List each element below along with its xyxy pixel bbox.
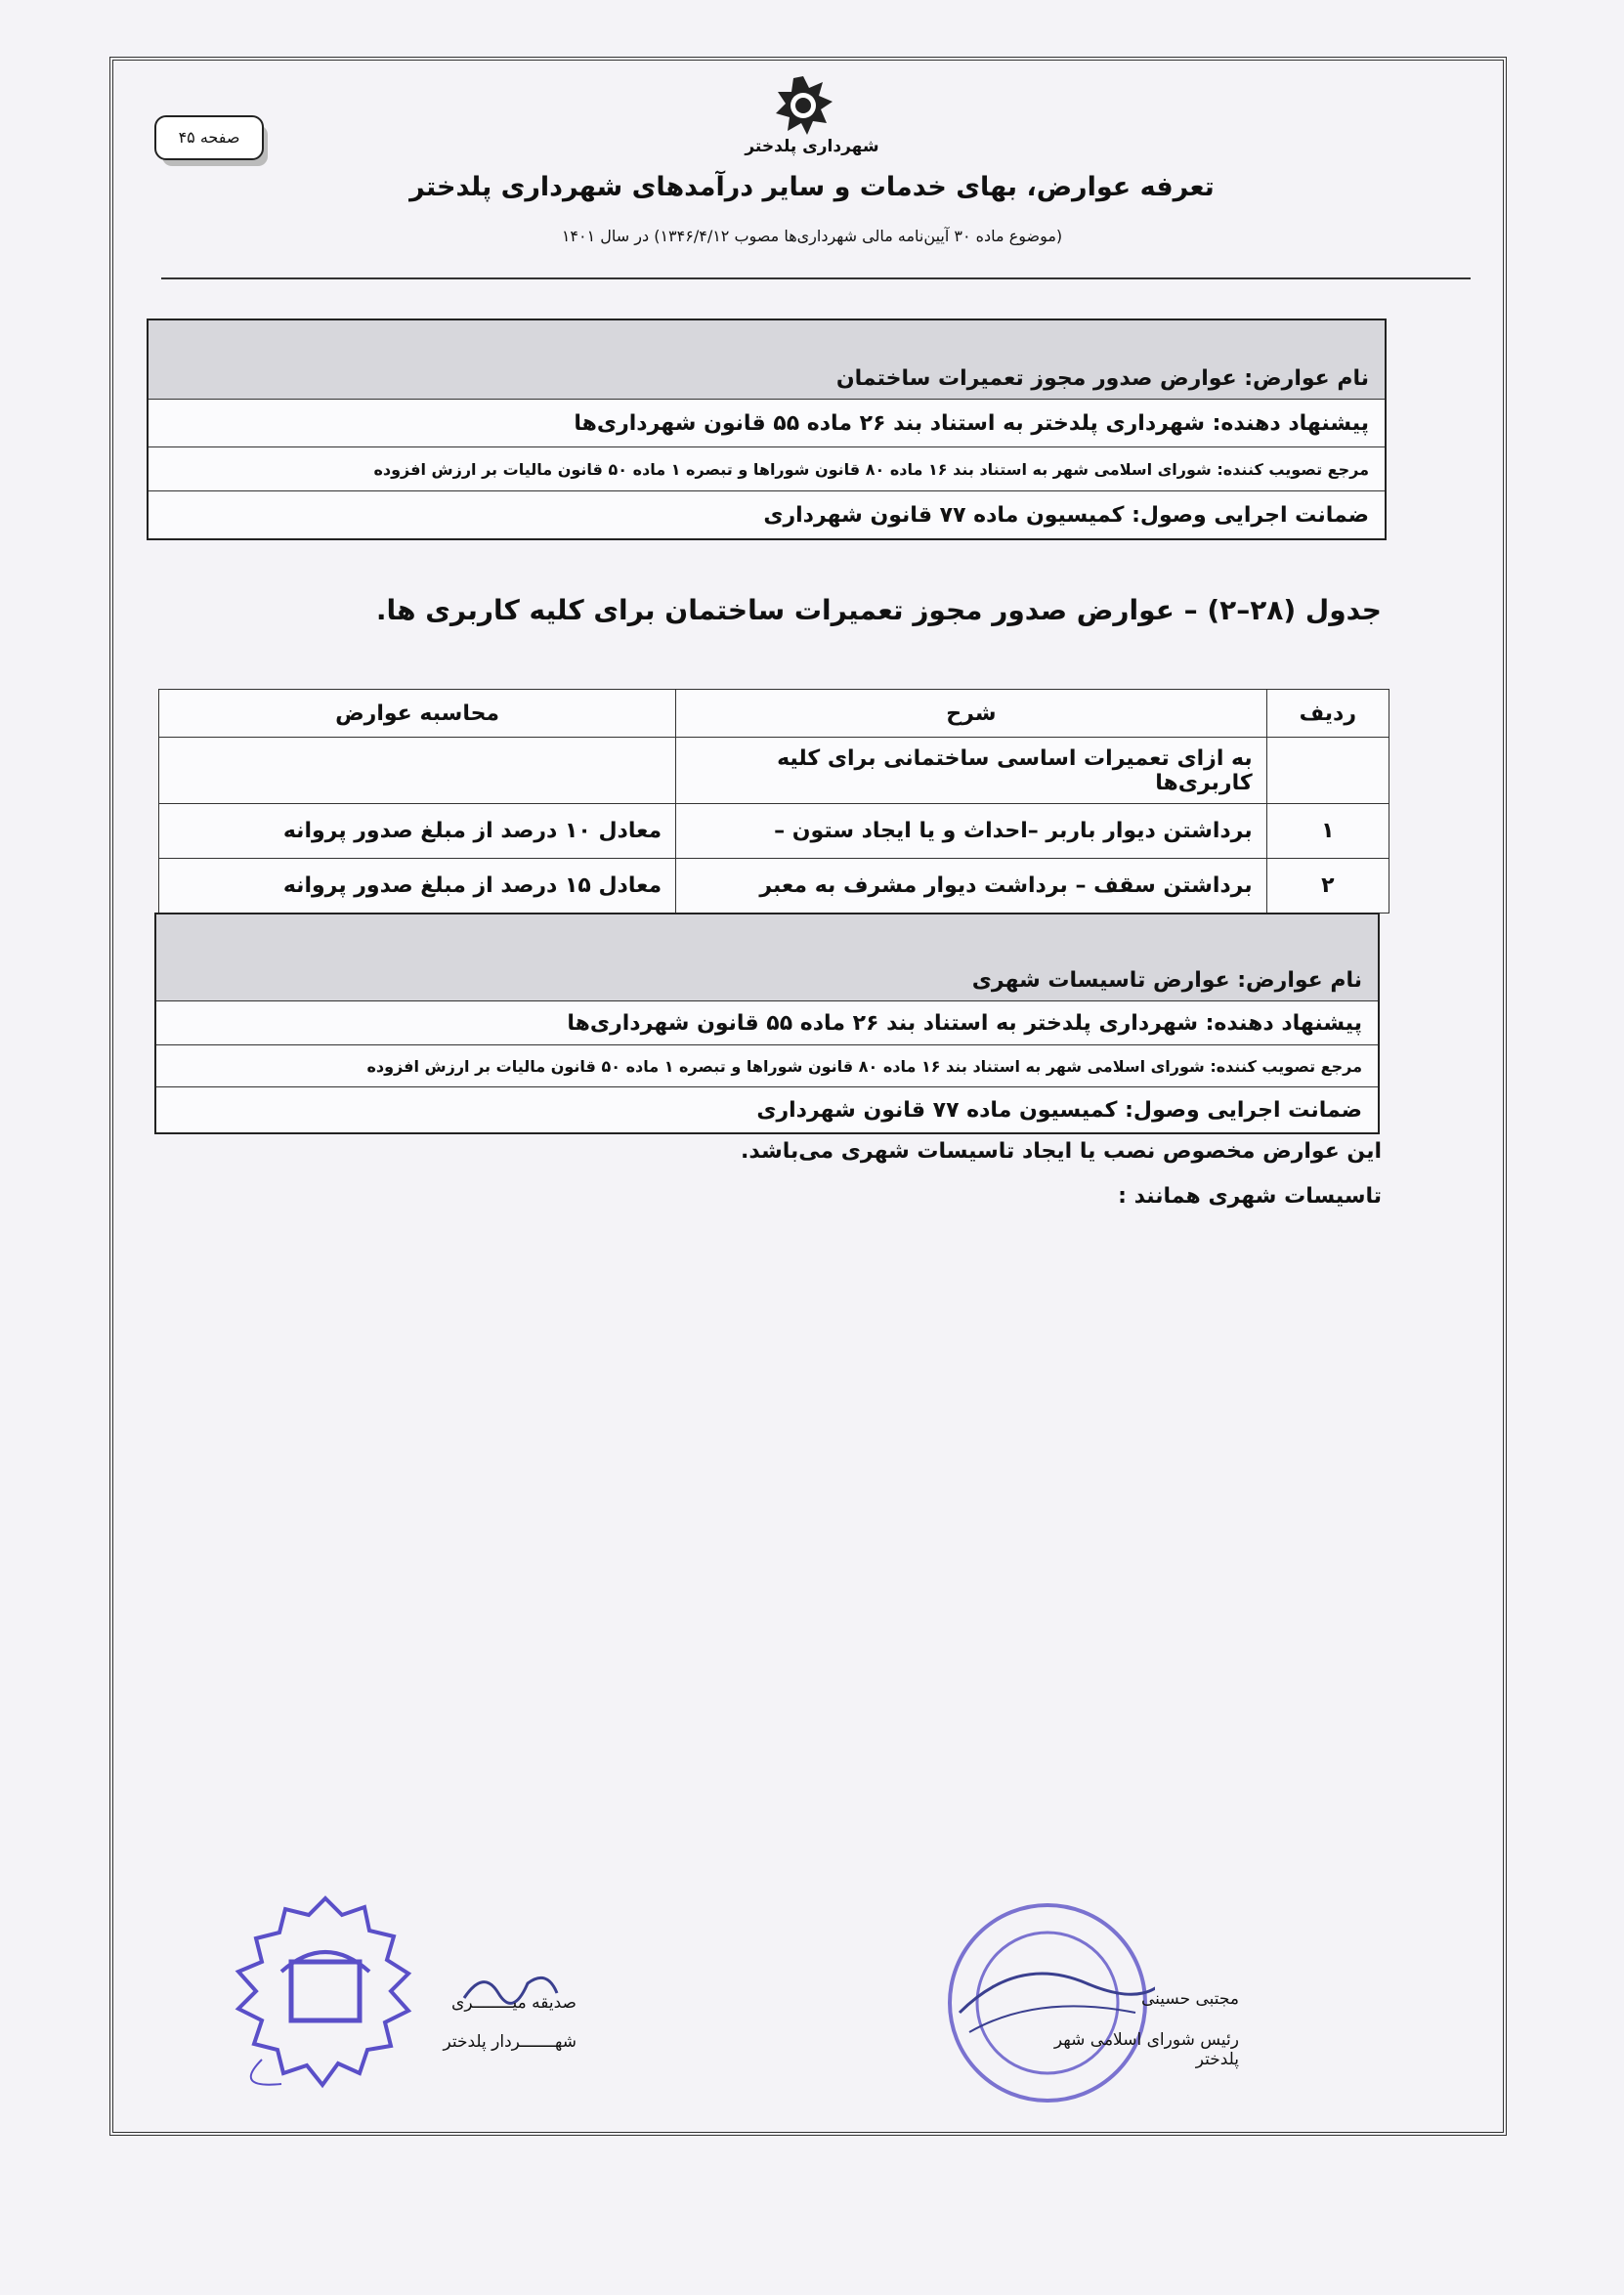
tariff-approver: مرجع تصویب کننده: شورای اسلامی شهر به استناد بند ۱۶ ماده ۸۰ قانون شوراها و تبصره ۱ ماده ۵۰ قانون مالیات بر ارزش افزوده	[149, 447, 1385, 491]
tariff-proposer: پیشنهاد دهنده: شهرداری پلدختر به استناد بند ۲۶ ماده ۵۵ قانون شهرداری‌ها	[149, 400, 1385, 447]
row-description: برداشتن دیوار باربر –احداث و یا ایجاد ستون –	[676, 804, 1266, 859]
table-row	[159, 804, 1389, 859]
row-calculation: معادل ۱۰ درصد از مبلغ صدور پروانه	[159, 804, 676, 859]
table-row	[159, 859, 1389, 914]
document-subtitle: (موضوع ماده ۳۰ آیین‌نامه مالی شهرداری‌ها مصوب ۱۳۴۶/۴/۱۲) در سال ۱۴۰۱	[561, 227, 1063, 245]
table-header-row	[159, 690, 1389, 738]
organization-name: شهرداری پلدختر	[745, 137, 879, 156]
council-chair-title: رئیس شورای اسلامی شهر پلدختر	[1053, 2030, 1239, 2069]
tariff-info-box-urban-facilities	[154, 913, 1380, 1134]
row-number: ۲	[1266, 859, 1389, 914]
row-number	[1266, 738, 1389, 804]
tariff-info-box-repairs	[147, 319, 1387, 540]
paragraph-list-intro: تاسیسات شهری همانند :	[1118, 1184, 1382, 1209]
header-divider	[161, 277, 1471, 279]
table-row	[159, 738, 1389, 804]
header-row-number: ردیف	[1266, 690, 1389, 738]
tariff-approver: مرجع تصویب کننده: شورای اسلامی شهر به استناد بند ۱۶ ماده ۸۰ قانون شوراها و تبصره ۱ ماده ۵۰ قانون مالیات بر ارزش افزوده	[156, 1045, 1378, 1087]
municipality-logo	[772, 74, 834, 137]
tariff-guarantee: ضمانت اجرایی وصول: کمیسیون ماده ۷۷ قانون شهرداری	[756, 1097, 1362, 1123]
header-calculation: محاسبه عوارض	[159, 690, 676, 738]
page-number-badge: صفحه ۴۵	[154, 115, 264, 160]
table-caption: جدول (۲۸–۲) – عوارض صدور مجوز تعمیرات ساختمان برای کلیه کاربری ها.	[375, 594, 1382, 626]
municipality-stamp-seal	[223, 1893, 428, 2089]
tariff-name: نام عوارض: عوارض تاسیسات شهری	[156, 914, 1378, 1001]
row-description: برداشتن سقف – برداشت دیوار مشرف به معبر	[676, 859, 1266, 914]
row-description: به ازای تعمیرات اساسی ساختمانی برای کلیه کاربری‌ها	[676, 738, 1266, 804]
header-description: شرح	[676, 690, 1266, 738]
mayor-title: شهـــــــردار پلدختر	[443, 2032, 577, 2052]
mayor-name: صدیقه میــــــــری	[451, 1993, 577, 2013]
document-title: تعرفه عوارض، بهای خدمات و سایر درآمدهای شهرداری پلدختر	[409, 172, 1215, 202]
council-chair-name: مجتبی حسینی	[1140, 1989, 1239, 2009]
tariff-guarantee: ضمانت اجرایی وصول: کمیسیون ماده ۷۷ قانون شهرداری	[763, 502, 1369, 528]
row-number: ۱	[1266, 804, 1389, 859]
tariff-table	[158, 689, 1389, 914]
row-calculation: معادل ۱۵ درصد از مبلغ صدور پروانه	[159, 859, 676, 914]
paragraph-description: این عوارض مخصوص نصب یا ایجاد تاسیسات شهری می‌باشد.	[741, 1139, 1382, 1164]
tariff-proposer: پیشنهاد دهنده: شهرداری پلدختر به استناد بند ۲۶ ماده ۵۵ قانون شهرداری‌ها	[156, 1001, 1378, 1045]
tariff-name: نام عوارض: عوارض صدور مجوز تعمیرات ساختمان	[149, 320, 1385, 400]
row-calculation	[159, 738, 676, 804]
